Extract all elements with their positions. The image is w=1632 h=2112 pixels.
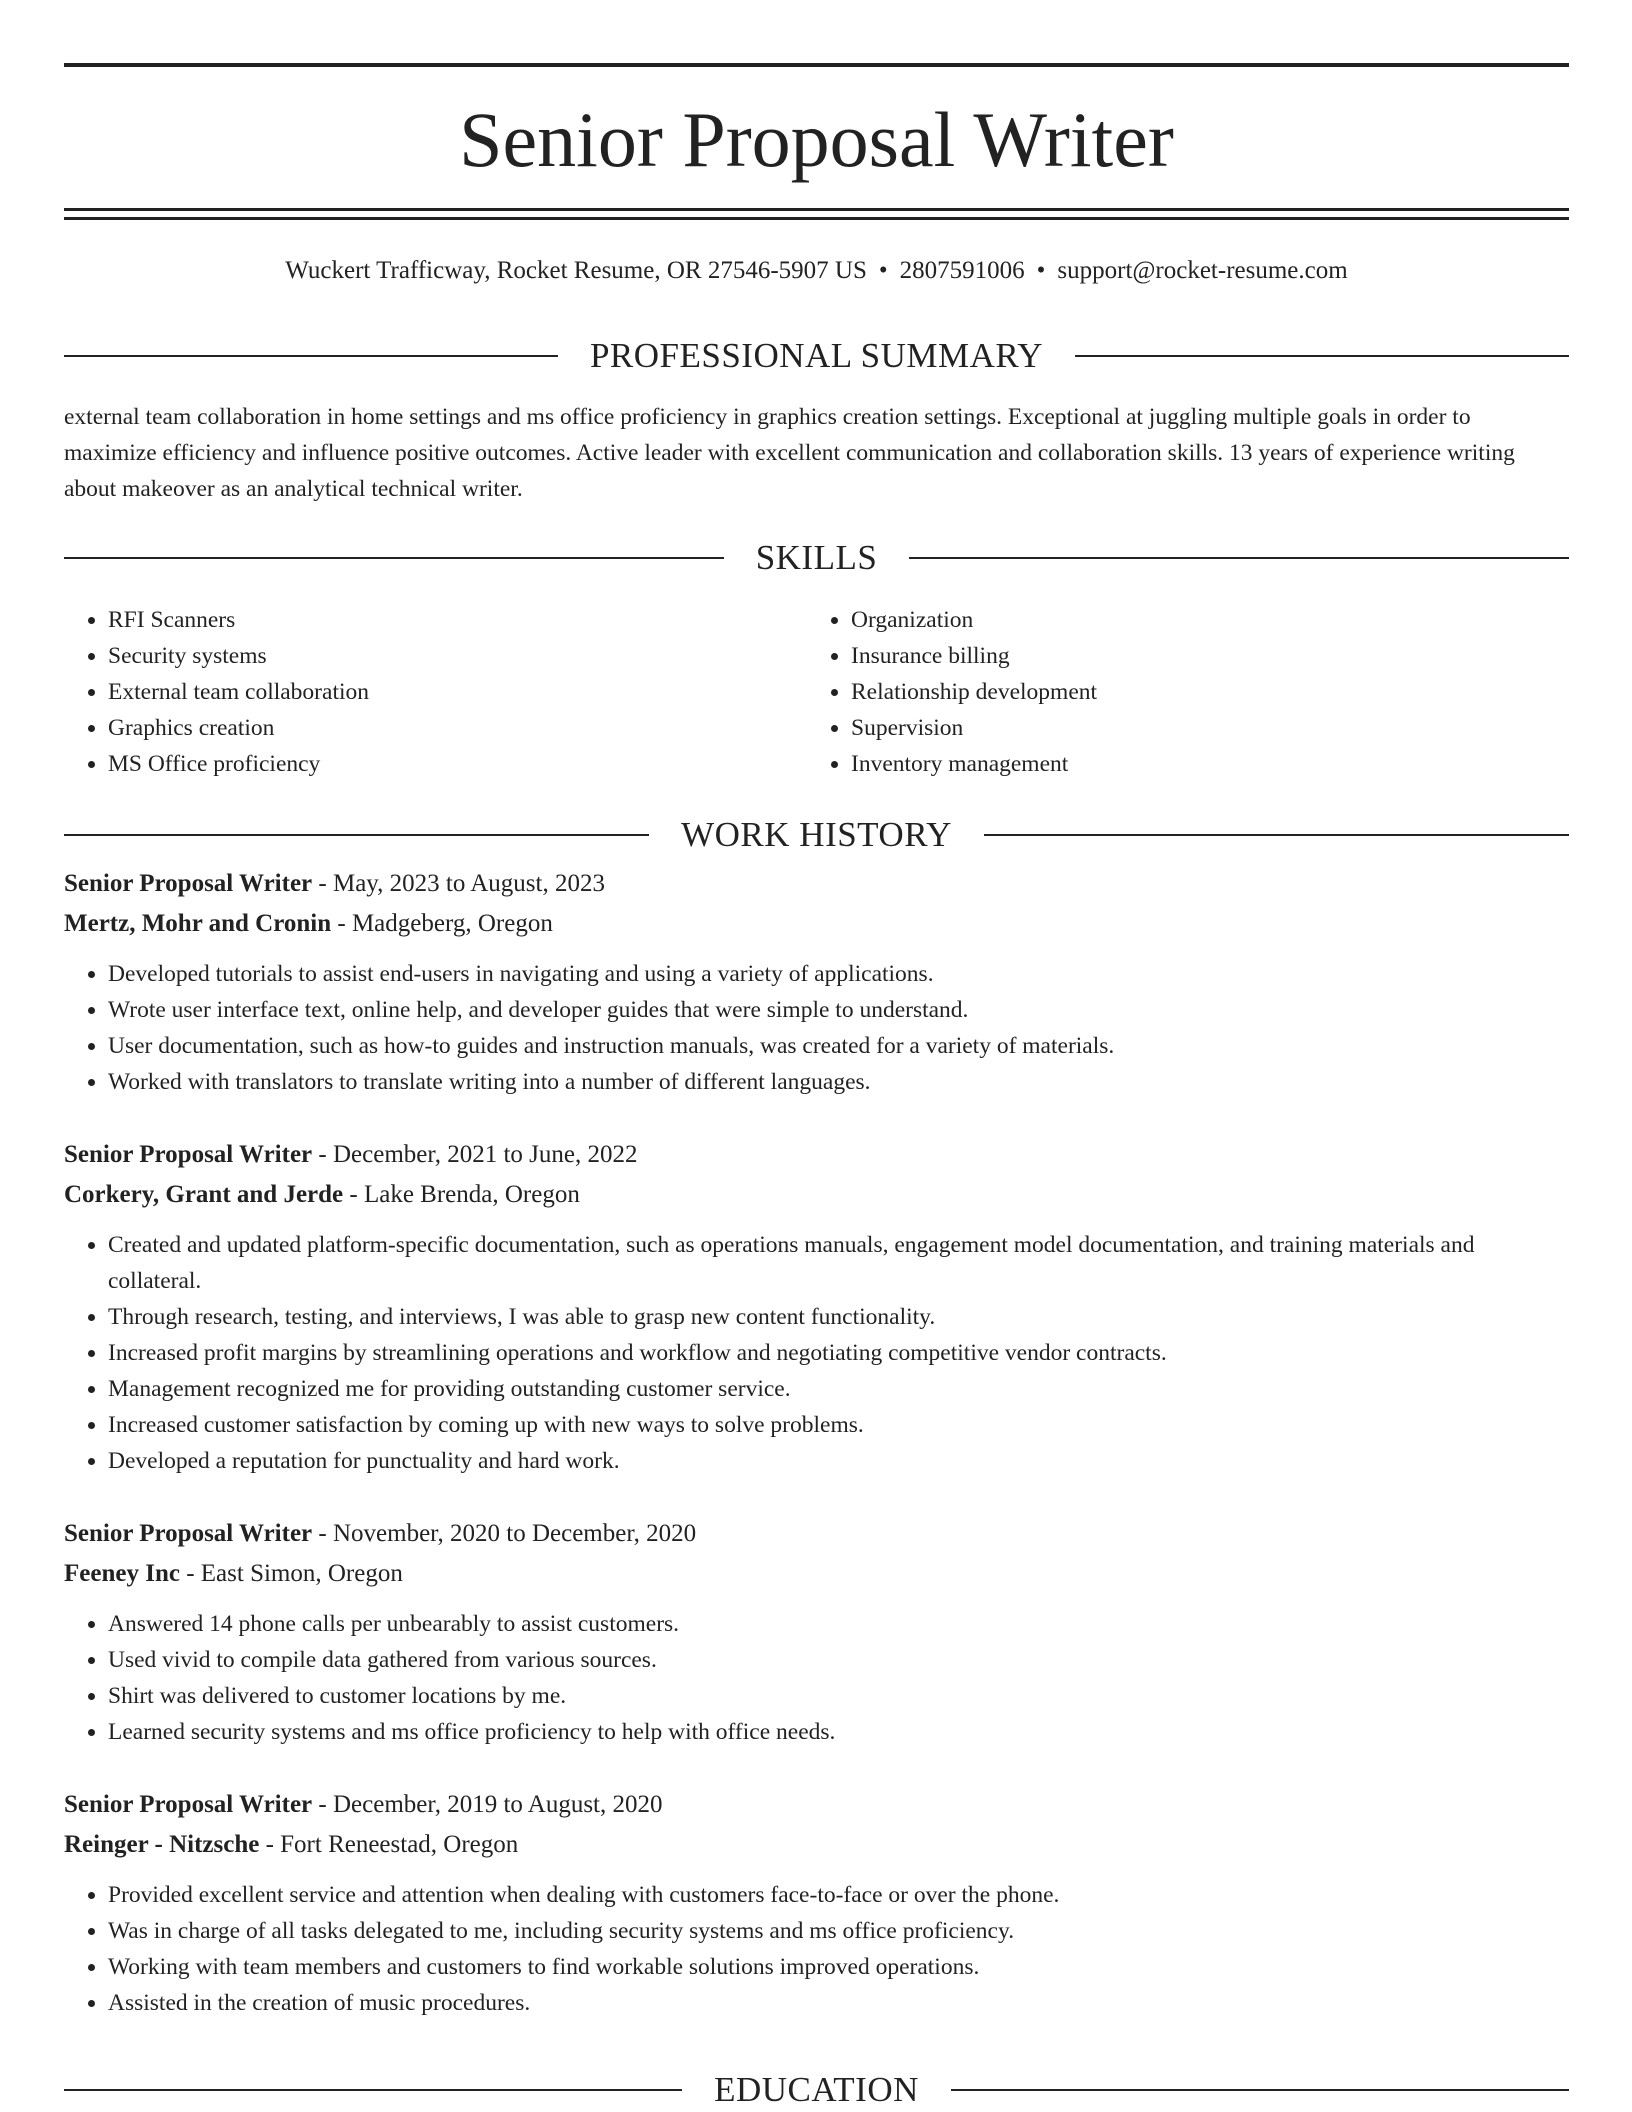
- job-bullets: [64, 1606, 1569, 1750]
- list-item: • Supervision: [851, 710, 1507, 746]
- list-item: • Learned security systems and ms office proficiency to help with office needs.: [108, 1714, 1569, 1750]
- header-double-rule: [64, 208, 1569, 220]
- section-heading-education: [64, 2068, 1569, 2112]
- heading-rule: [64, 2089, 682, 2091]
- dash-separator: -: [312, 1141, 333, 1168]
- section-heading-label: WORK HISTORY: [681, 815, 952, 854]
- list-item: • Graphics creation: [108, 710, 764, 746]
- list-item: • Insurance billing: [851, 638, 1507, 674]
- list-item: • User documentation, such as how-to guides and instruction manuals, was created for a variety of materials.: [108, 1028, 1569, 1064]
- list-item: • Wrote user interface text, online help, and developer guides that were simple to understand.: [108, 992, 1569, 1028]
- job-dates: November, 2020 to December, 2020: [332, 1520, 697, 1547]
- list-item: • Security systems: [108, 638, 764, 674]
- list-item: • Developed tutorials to assist end-users in navigating and using a variety of applications.: [108, 956, 1569, 992]
- contact-separator: •: [1036, 257, 1046, 284]
- dash-separator: -: [312, 1791, 333, 1818]
- list-item: • Increased customer satisfaction by coming up with new ways to solve problems.: [108, 1407, 1569, 1443]
- job-company: Corkery, Grant and Jerde: [64, 1181, 344, 1208]
- job-bullets: [64, 1227, 1569, 1479]
- contact-address: Wuckert Trafficway, Rocket Resume, OR 27546-5907 US: [285, 257, 867, 284]
- list-item: • Developed a reputation for punctuality and hard work.: [108, 1443, 1569, 1479]
- job-title-line: [64, 864, 1569, 904]
- section-heading-label: SKILLS: [755, 538, 878, 577]
- list-item: • MS Office proficiency: [108, 746, 764, 782]
- skills-column-left: [64, 602, 764, 782]
- contact-line: [64, 254, 1569, 288]
- list-item: • RFI Scanners: [108, 602, 764, 638]
- job-location: Lake Brenda, Oregon: [363, 1181, 580, 1208]
- job-location: Madgeberg, Oregon: [351, 910, 553, 937]
- job-bullets: [64, 1877, 1569, 2021]
- list-item: • Inventory management: [851, 746, 1507, 782]
- list-item: • Was in charge of all tasks delegated to me, including security systems and ms office proficiency.: [108, 1913, 1569, 1949]
- section-heading-label: EDUCATION: [714, 2070, 919, 2109]
- section-heading-label: PROFESSIONAL SUMMARY: [589, 336, 1044, 375]
- list-item: • Shirt was delivered to customer locations by me.: [108, 1678, 1569, 1714]
- contact-phone: 2807591006: [899, 257, 1025, 284]
- skills-list: [64, 602, 764, 782]
- job-entry: [64, 1514, 1569, 1750]
- contact-separator: •: [878, 257, 888, 284]
- dash-separator: -: [179, 1560, 201, 1587]
- heading-rule: [64, 355, 558, 357]
- section-heading-skills: [64, 536, 1569, 580]
- skills-list: [807, 602, 1507, 782]
- job-location: East Simon, Oregon: [200, 1560, 403, 1587]
- dash-separator: -: [259, 1831, 281, 1858]
- list-item: • Relationship development: [851, 674, 1507, 710]
- list-item: • Created and updated platform-specific documentation, such as operations manuals, engagement model documentation, and training materials and collateral.: [108, 1227, 1569, 1299]
- list-item: • Worked with translators to translate writing into a number of different languages.: [108, 1064, 1569, 1100]
- heading-rule: [64, 834, 649, 836]
- dash-separator: -: [312, 1520, 333, 1547]
- list-item: • Organization: [851, 602, 1507, 638]
- job-company-line: [64, 1554, 1569, 1594]
- summary-text: external team collaboration in home settings and ms office proficiency in graphics creation settings. Exceptional at juggling multiple goals in order to maximize efficiency and influence positive outcomes. Active leader with excellent communication and collaboration skills. 13 years of experience writing about makeover as an analytical technical writer.: [64, 404, 1515, 502]
- list-item: • Provided excellent service and attention when dealing with customers face-to-face or over the phone.: [108, 1877, 1569, 1913]
- job-title-line: [64, 1135, 1569, 1175]
- heading-rule: [909, 557, 1569, 559]
- heading-rule: [64, 557, 724, 559]
- job-dates: December, 2019 to August, 2020: [332, 1791, 663, 1818]
- job-company: Mertz, Mohr and Cronin: [64, 910, 332, 937]
- skills-column-right: [807, 602, 1507, 782]
- job-title: Senior Proposal Writer: [64, 870, 313, 897]
- dash-separator: -: [343, 1181, 364, 1208]
- job-title: Senior Proposal Writer: [64, 1520, 313, 1547]
- job-title-line: [64, 1514, 1569, 1554]
- heading-rule: [951, 2089, 1569, 2091]
- job-entry: [64, 1785, 1569, 2021]
- list-item: • Through research, testing, and interviews, I was able to grasp new content functionality.: [108, 1299, 1569, 1335]
- job-company: Reinger - Nitzsche: [64, 1831, 260, 1858]
- heading-rule: [984, 834, 1569, 836]
- job-bullets: [64, 956, 1569, 1100]
- list-item: • External team collaboration: [108, 674, 764, 710]
- job-company: Feeney Inc: [64, 1560, 180, 1587]
- list-item: • Assisted in the creation of music procedures.: [108, 1985, 1569, 2021]
- job-location: Fort Reneestad, Oregon: [280, 1831, 519, 1858]
- job-title-line: [64, 1785, 1569, 1825]
- list-item: • Answered 14 phone calls per unbearably to assist customers.: [108, 1606, 1569, 1642]
- resume-title: Senior Proposal Writer: [459, 96, 1174, 183]
- job-dates: May, 2023 to August, 2023: [332, 870, 605, 897]
- job-dates: December, 2021 to June, 2022: [332, 1141, 638, 1168]
- section-heading-work-history: [64, 813, 1569, 857]
- job-company-line: [64, 1175, 1569, 1215]
- list-item: • Working with team members and customers to find workable solutions improved operations.: [108, 1949, 1569, 1985]
- dash-separator: -: [312, 870, 333, 897]
- section-heading-summary: [64, 334, 1569, 378]
- header-top-rule: [64, 63, 1569, 67]
- heading-rule: [1075, 355, 1569, 357]
- contact-email: support@rocket-resume.com: [1057, 257, 1348, 284]
- dash-separator: -: [331, 910, 352, 937]
- job-entry: [64, 864, 1569, 1100]
- job-title: Senior Proposal Writer: [64, 1791, 313, 1818]
- list-item: • Used vivid to compile data gathered from various sources.: [108, 1642, 1569, 1678]
- job-title: Senior Proposal Writer: [64, 1141, 313, 1168]
- list-item: • Increased profit margins by streamlining operations and workflow and negotiating competitive vendor contracts.: [108, 1335, 1569, 1371]
- job-company-line: [64, 1825, 1569, 1865]
- job-company-line: [64, 904, 1569, 944]
- job-entry: [64, 1135, 1569, 1479]
- list-item: • Management recognized me for providing outstanding customer service.: [108, 1371, 1569, 1407]
